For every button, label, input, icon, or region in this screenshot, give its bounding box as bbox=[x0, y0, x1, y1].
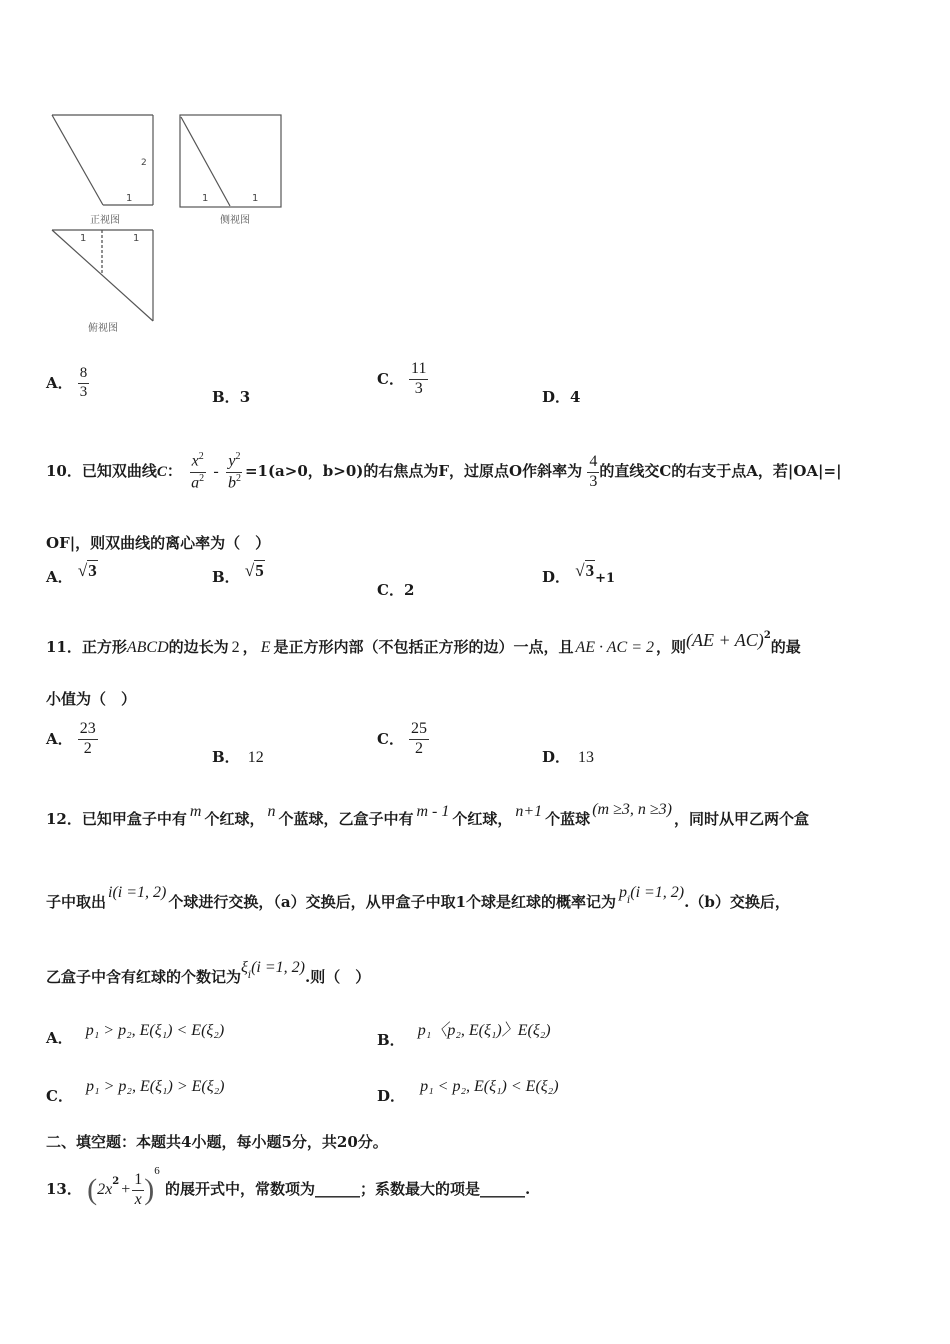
q10-slope-den: 3 bbox=[589, 472, 598, 490]
q12-n: n bbox=[267, 803, 276, 820]
q11-comma: ， bbox=[242, 638, 258, 656]
q11-text-2: 的边长为 bbox=[168, 638, 229, 656]
option-value: 5 bbox=[255, 561, 264, 580]
option-label: B． bbox=[377, 1031, 405, 1049]
q12-option-c bbox=[46, 1075, 225, 1105]
q11-text-5: 的最 bbox=[770, 638, 801, 656]
option-label: A． bbox=[46, 1029, 73, 1047]
option-label: C． bbox=[46, 1087, 73, 1105]
fraction-denominator: 3 bbox=[414, 379, 423, 397]
q11-option-b bbox=[212, 746, 264, 767]
option-value: 12 bbox=[247, 749, 264, 766]
fraction-denominator: 2 bbox=[83, 739, 92, 757]
q9-option-d bbox=[542, 386, 580, 407]
q11-option-a bbox=[46, 721, 98, 758]
q11-option-c bbox=[377, 721, 429, 758]
option-label: B． bbox=[212, 388, 240, 406]
q10-x: x bbox=[191, 452, 199, 470]
q11-expression: (AE + AC) bbox=[686, 630, 764, 650]
q12-i-condition: i(i =1, 2) bbox=[108, 884, 167, 901]
q11-two: 2 bbox=[231, 639, 240, 656]
option-expression: p₁ < p₂, E(ξ₁) < E(ξ₂) bbox=[420, 1078, 559, 1095]
option-label: A． bbox=[46, 373, 73, 392]
side-view-label: 侧视图 bbox=[220, 215, 250, 226]
q12-option-d bbox=[377, 1075, 559, 1105]
q12-m-minus-1: m - 1 bbox=[416, 803, 450, 820]
top-view bbox=[52, 230, 153, 321]
q12-xi-condition: (i =1, 2) bbox=[251, 959, 305, 976]
q10-c: C bbox=[156, 464, 167, 480]
q10-prefix: 10．已知双曲线 bbox=[46, 462, 157, 480]
q10-condition: =1(a>0，b>0)的右焦点为F，过原点O作斜率为 bbox=[244, 462, 583, 480]
option-suffix: +1 bbox=[595, 571, 616, 586]
q12-line2-text-a: 子中取出 bbox=[46, 893, 107, 911]
option-expression: p₁ > p₂, E(ξ₁) > E(ξ₂) bbox=[86, 1078, 225, 1095]
q10-rest: 的直线交C的右支于点A，若|OA|=| bbox=[599, 462, 842, 480]
q10-option-d: D． √3+1 bbox=[542, 561, 616, 586]
option-label: D． bbox=[542, 568, 571, 586]
q9-option-b bbox=[212, 386, 250, 407]
q12-text-2: 个红球， bbox=[204, 810, 265, 828]
option-value: 3 bbox=[88, 561, 97, 580]
q12-option-b bbox=[377, 1017, 551, 1049]
section-title: 二、填空题：本题共4小题，每小题5分，共20分。 bbox=[46, 1133, 388, 1151]
side-dim-1a: 1 bbox=[202, 193, 209, 204]
q11-dot-product: AE · AC = 2 bbox=[575, 639, 654, 656]
front-view-label: 正视图 bbox=[90, 215, 120, 226]
question-13: 13． ($2x^2$ + $\frac{1}{x}$ )$^6$ 的展开式中，常数项为______；系数最大的项是______. bbox=[46, 1165, 531, 1208]
q11-option-d bbox=[542, 746, 594, 767]
front-view bbox=[52, 115, 153, 205]
q12-text-5: 个蓝球 bbox=[545, 810, 591, 828]
q11-e: E bbox=[260, 639, 271, 656]
option-label: D． bbox=[377, 1087, 406, 1105]
fraction-numerator: 25 bbox=[409, 721, 429, 740]
q11-line2: 小值为（ ） bbox=[46, 690, 137, 708]
q11-abcd: ABCD bbox=[126, 639, 169, 656]
q12-text-6: ，同时从甲乙两个盒 bbox=[673, 810, 809, 828]
top-view-label: 俯视图 bbox=[88, 323, 118, 334]
q12-line3: 乙盒子中含有红球的个数记为$\xi_i(i =1$, 2).则（ ） bbox=[46, 959, 371, 986]
q10-option-b: B． √5 bbox=[212, 561, 264, 586]
q12-p: p bbox=[619, 884, 628, 901]
q10-y: y bbox=[228, 452, 236, 470]
front-dim-2: 2 bbox=[141, 158, 147, 168]
q13-base: 2x bbox=[97, 1181, 113, 1198]
question-10: 10．已知双曲线C： $\frac{x^2}{a^2}$ - $\frac{y^2}{b^2}$ =1(a>0，b>0)的右焦点为F，过原点O作斜率为 $\frac{4}{3}$ 的直线交C的右支于点A，若|OA|=| bbox=[46, 451, 842, 491]
three-view-figure bbox=[40, 105, 300, 340]
q12-line3-text-b: .则（ ） bbox=[304, 968, 371, 986]
q10-minus: - bbox=[213, 463, 219, 480]
option-value: 13 bbox=[578, 749, 595, 766]
side-dim-1b: 1 bbox=[252, 193, 259, 204]
option-value: 4 bbox=[570, 388, 581, 406]
q9-option-a bbox=[46, 366, 89, 401]
option-label: D． bbox=[542, 388, 571, 406]
top-dim-1b: 1 bbox=[133, 233, 140, 244]
q12-line2-text-b: 个球进行交换，（a）交换后，从甲盒子中取1个球是红球的概率记为 bbox=[168, 893, 617, 911]
option-value: 2 bbox=[403, 581, 415, 599]
fraction-denominator: 2 bbox=[415, 739, 424, 757]
q12-line2-text-c: .（b）交换后， bbox=[684, 893, 790, 911]
q13-number: 13． bbox=[46, 1180, 82, 1198]
q10-b: b bbox=[227, 473, 236, 491]
q12-n-plus-1: n+1 bbox=[515, 803, 543, 820]
q9-option-c bbox=[377, 361, 428, 398]
fraction-numerator: 11 bbox=[409, 361, 428, 380]
q13-text: 的展开式中，常数项为______；系数最大的项是______. bbox=[164, 1180, 531, 1198]
q10-slope-num: 4 bbox=[587, 454, 599, 473]
q12-condition: (m ≥3, n ≥3) bbox=[592, 801, 672, 818]
q12-text-3: 个蓝球，乙盒子中有 bbox=[278, 810, 414, 828]
option-label: B． bbox=[212, 748, 240, 766]
q12-p-condition: (i =1, 2) bbox=[630, 884, 685, 901]
question-12 bbox=[46, 801, 809, 829]
fraction-numerator: 23 bbox=[78, 721, 98, 740]
q13-power: 6 bbox=[154, 1165, 160, 1177]
side-view bbox=[180, 115, 281, 207]
q12-text-1: 12．已知甲盒子中有 bbox=[46, 810, 187, 828]
option-label: C． bbox=[377, 581, 404, 599]
q13-exponent-2: 2 bbox=[112, 1176, 120, 1187]
q13-frac-den: x bbox=[134, 1190, 142, 1208]
q11-text-3: 是正方形内部（不包括正方形的边）一点，且 bbox=[273, 638, 574, 656]
option-label: C． bbox=[377, 729, 404, 748]
fraction-denominator: 3 bbox=[79, 383, 88, 400]
option-label: A． bbox=[46, 729, 73, 748]
option-label: A． bbox=[46, 568, 73, 586]
q12-line2: 子中取出i(i =1, 2)个球进行交换，（a）交换后，从甲盒子中取1个球是红球的概率记为$p_i(i =1$, 2).（b）交换后， bbox=[46, 884, 790, 911]
question-11: 11．正方形ABCD的边长为 2 ， E 是正方形内部（不包括正方形的边）一点，且 AE · AC = 2 ，则(AE + AC)$^2$的最 bbox=[46, 630, 801, 656]
top-dim-1a: 1 bbox=[80, 233, 87, 244]
option-expression: p₁ > p₂, E(ξ₁) < E(ξ₂) bbox=[85, 1022, 225, 1039]
q12-text-4: 个红球， bbox=[452, 810, 513, 828]
option-value: 3 bbox=[585, 561, 595, 580]
q12-m: m bbox=[189, 803, 202, 820]
q10-a: a bbox=[191, 473, 200, 491]
front-dim-1: 1 bbox=[126, 193, 133, 204]
q10-line2: OF|，则双曲线的离心率为（ ） bbox=[46, 534, 271, 552]
option-label: D． bbox=[542, 748, 571, 766]
q12-xi: ξ bbox=[241, 959, 248, 976]
q12-option-a bbox=[46, 1019, 225, 1047]
q12-line3-text-a: 乙盒子中含有红球的个数记为 bbox=[46, 968, 242, 986]
option-label: C． bbox=[377, 369, 404, 388]
option-expression: p₁〈p₂, E(ξ₁)〉E(ξ₂) bbox=[417, 1022, 551, 1039]
q10-option-a: A． √3 bbox=[46, 561, 97, 586]
q13-frac-num: 1 bbox=[132, 1172, 144, 1191]
q10-colon: ： bbox=[166, 462, 182, 480]
option-label: B． bbox=[212, 568, 240, 586]
q10-option-c bbox=[377, 579, 414, 600]
q11-text-1: 11．正方形 bbox=[46, 638, 127, 656]
q11-text-4: ，则 bbox=[655, 638, 686, 656]
q13-plus: + bbox=[121, 1181, 131, 1198]
fraction-numerator: 8 bbox=[79, 365, 88, 381]
option-value: 3 bbox=[239, 388, 251, 406]
